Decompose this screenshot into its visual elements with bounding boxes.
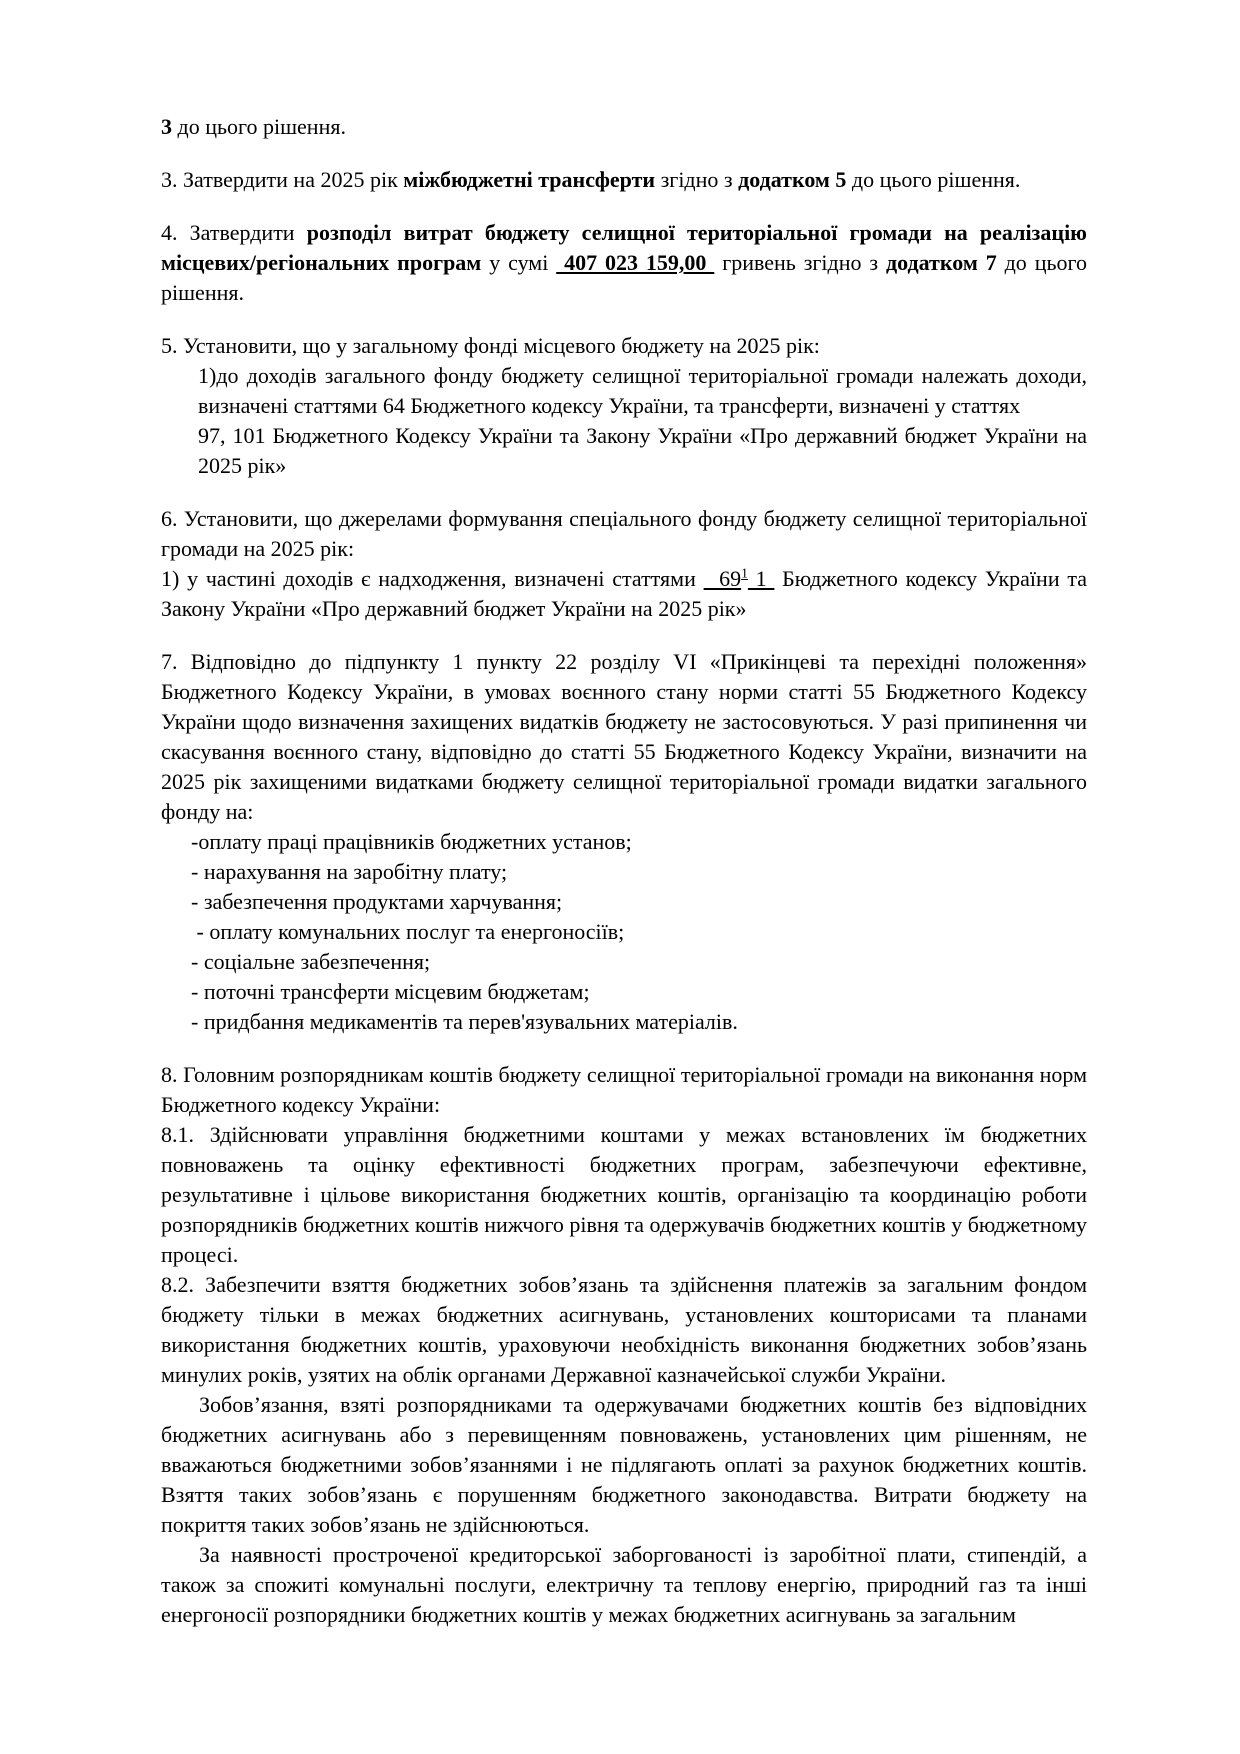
text-run: 5. Установити, що у загальному фонді місцевого бюджету на 2025 рік: bbox=[161, 333, 820, 358]
paragraph-5 bbox=[161, 331, 1087, 361]
list-item-2 bbox=[191, 857, 1087, 887]
text-run: 1)до доходів загального фонду бюджету селищної територіальної громади належать доходи, визначені статтями 64 Бюджетного кодексу України, та трансферти, визначені у статтях bbox=[198, 363, 1087, 418]
text-run: 8. Головним розпорядникам коштів бюджету селищної територіальної громади на виконання норм Бюджетного кодексу України: bbox=[161, 1062, 1087, 1117]
text-run: - забезпечення продуктами харчування; bbox=[191, 889, 563, 914]
text-run: міжбюджетні трансферти bbox=[403, 167, 656, 192]
text-run: до цього рішення. bbox=[846, 167, 1021, 192]
list-item-5 bbox=[191, 947, 1087, 977]
text-run: - оплату комунальних послуг та енергоносіїв; bbox=[191, 919, 625, 944]
text-run: 3 bbox=[161, 114, 178, 139]
text-run: додатком 7 bbox=[886, 250, 997, 275]
text-run: - придбання медикаментів та перев'язувальних матеріалів. bbox=[191, 1009, 738, 1034]
paragraph-8-1 bbox=[161, 1120, 1087, 1270]
paragraph-8 bbox=[161, 1060, 1087, 1120]
paragraph-continuation bbox=[161, 112, 1087, 142]
paragraph-8-3 bbox=[161, 1390, 1087, 1540]
text-run: 3. Затвердити на 2025 рік bbox=[161, 167, 404, 192]
list-item-3 bbox=[191, 887, 1087, 917]
text-run: Бюджетного кодексу України та Закону України «Про державний бюджет України на 2025 рік» bbox=[161, 566, 1087, 621]
text-run: - соціальне забезпечення; bbox=[191, 949, 431, 974]
list-item-7 bbox=[191, 1007, 1087, 1037]
paragraph-6 bbox=[161, 504, 1087, 564]
text-run: додатком 5 bbox=[738, 167, 847, 192]
text-run: до цього рішення. bbox=[177, 114, 346, 139]
text-run: 69 bbox=[703, 566, 742, 591]
text-run: згідно з bbox=[655, 167, 739, 192]
paragraph-5-1 bbox=[198, 361, 1087, 421]
text-run: - поточні трансферти місцевим бюджетам; bbox=[191, 979, 590, 1004]
text-run: розподіл витрат бюджету селищної територіальної громади на реалізацію місцевих/регіональних програм bbox=[161, 220, 1087, 275]
text-run: гривень згідно з bbox=[714, 250, 886, 275]
paragraph-8-4 bbox=[161, 1540, 1087, 1630]
text-run: 1) у частині доходів є надходження, визначені статтями bbox=[161, 566, 704, 591]
text-run: 4. Затвердити bbox=[161, 220, 307, 245]
paragraph-8-2 bbox=[161, 1270, 1087, 1390]
text-run: -оплату праці працівників бюджетних установ; bbox=[191, 829, 632, 854]
text-run: За наявності простроченої кредиторської заборгованості із заробітної плати, стипендій, а також за спожиті комунальні послуги, електричну та теплову енергію, природний газ та інші енергоносії розпорядники бюджетних коштів у межах бюджетних асигнувань за загальним bbox=[161, 1542, 1087, 1627]
text-run: 7. Відповідно до підпункту 1 пункту 22 розділу VI «Прикінцеві та перехідні положення» Бюджетного Кодексу України, в умовах воєнного стану норми статті 55 Бюджетного Кодексу України щодо визначення захищених видатків бюджету не застосовуються. У разі припинення чи скасування воєнного стану, відповідно до статті 55 Бюджетного Кодексу України, визначити на 2025 рік захищеними видатками бюджету селищної територіальної громади видатки загального фонду на: bbox=[161, 649, 1087, 824]
text-run: до цього рішення. bbox=[161, 250, 1087, 305]
text-run: Зобов’язання, взяті розпорядниками та одержувачами бюджетних коштів без відповідних бюджетних асигнувань або з перевищенням повноважень, установлених цим рішенням, не вважаються бюджетними зобов’язаннями і не підлягають оплаті за рахунок бюджетних коштів. Взяття таких зобов’язань є порушенням бюджетного законодавства. Витрати бюджету на покриття таких зобов’язань не здійснюються. bbox=[161, 1392, 1087, 1537]
paragraph-3 bbox=[161, 165, 1087, 195]
text-run: 97, 101 Бюджетного Кодексу України та Закону України «Про державний бюджет України на 2025 рік» bbox=[198, 423, 1087, 478]
list-item-6 bbox=[191, 977, 1087, 1007]
list-item-1 bbox=[191, 827, 1087, 857]
text-run: 1 bbox=[741, 565, 748, 581]
paragraph-5-1b bbox=[198, 421, 1087, 481]
paragraph-7 bbox=[161, 647, 1087, 827]
paragraph-6-1 bbox=[161, 564, 1087, 624]
text-run: 407 023 159,00 bbox=[556, 250, 715, 275]
text-run: у сумі bbox=[481, 250, 557, 275]
list-item-4 bbox=[191, 917, 1087, 947]
text-run: 8.2. Забезпечити взяття бюджетних зобов’язань та здійснення платежів за загальним фондом бюджету тільки в межах бюджетних асигнувань, установлених кошторисами та планами використання бюджетних коштів, ураховуючи необхідність виконання бюджетних зобов’язань минулих років, узятих на облік органами Державної казначейської служби України. bbox=[161, 1272, 1087, 1387]
text-run: - нарахування на заробітну плату; bbox=[191, 859, 508, 884]
paragraph-4 bbox=[161, 218, 1087, 308]
text-run: 1 bbox=[747, 566, 775, 591]
document-content bbox=[161, 112, 1087, 1630]
text-run: 6. Установити, що джерелами формування спеціального фонду бюджету селищної територіальної громади на 2025 рік: bbox=[161, 506, 1087, 561]
text-run: 8.1. Здійснювати управління бюджетними коштами у межах встановлених їм бюджетних повноважень та оцінку ефективності бюджетних програм, забезпечуючи ефективне, результативне і цільове використання бюджетних коштів, організацію та координацію роботи розпорядників бюджетних коштів нижчого рівня та одержувачів бюджетних коштів у бюджетному процесі. bbox=[161, 1122, 1087, 1267]
